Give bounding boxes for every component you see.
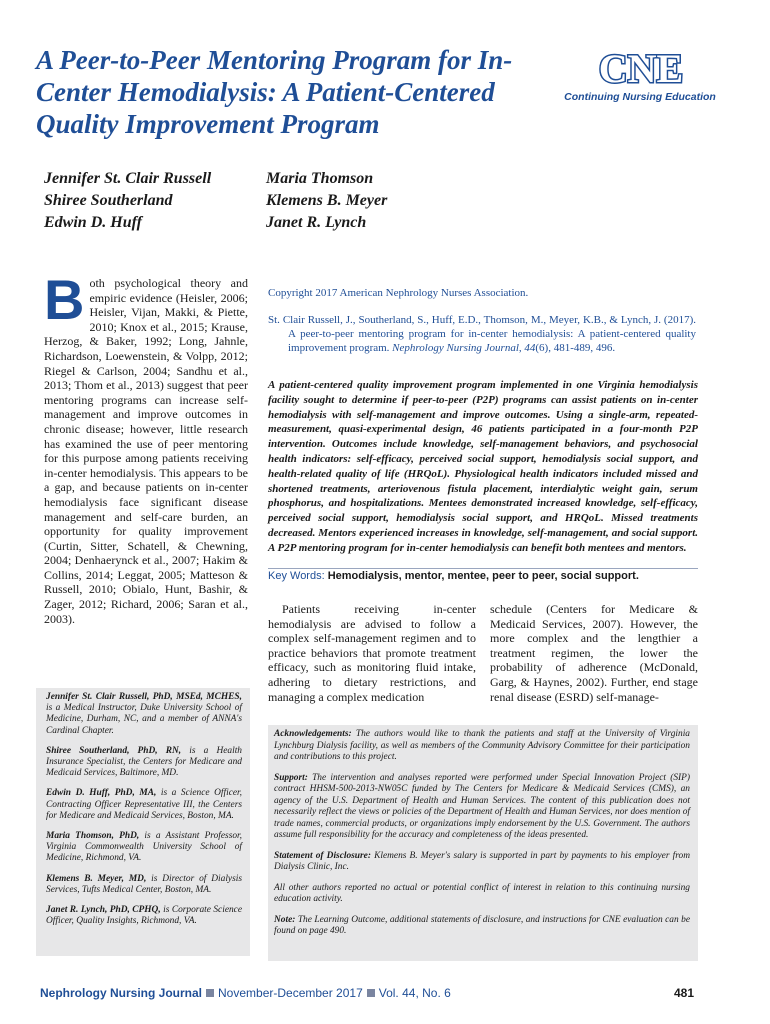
disclosures-box <box>268 725 698 961</box>
bio-desc: is a Medical Instructor, Duke University School of Medicine, Durham, NC, and a member of ANNA's Cardinal Chapter. <box>46 703 242 736</box>
footer-volume: Vol. 44, No. 6 <box>378 986 451 1000</box>
disclosure-item <box>274 729 690 764</box>
page-footer <box>40 986 694 1000</box>
author-bio <box>46 692 242 737</box>
intro-column <box>44 268 248 626</box>
citation-issue: (6), 481-489, 496. <box>535 342 616 354</box>
body-column-1: Patients receiving in-center hemodialysis are advised to follow a complex self-management regimen and to practice behaviors that promote treatment efficacy, such as monitoring fluid intake, adhering to dietary restrictions, and managing a complex medication <box>268 602 476 704</box>
copyright-notice: Copyright 2017 American Nephrology Nurses Association. <box>268 287 529 299</box>
author-name: Jennifer St. Clair Russell <box>44 170 212 187</box>
keywords-label: Key Words: <box>268 570 325 582</box>
square-bullet-icon <box>206 989 214 997</box>
author-bio <box>46 746 242 780</box>
author-name: Janet R. Lynch <box>266 214 367 231</box>
bio-name: Shiree Southerland, PhD, RN, <box>46 745 182 756</box>
intro-text: oth psychological theory and empiric evidence (Heisler, 2006; Heisler, Vijan, Makki, & Piette, 2010; Knox et al., 2015; Krause, Herzog, & Baker, 1992; Long, Jahnle, Richardson, Loewenstein, & Volpp, 2012; Riegel & Carlson, 2004; Sandhu et al., 2013; Thom et al., 2013) suggest that peer mentoring programs can increase self-management and improve outcomes in chronic disease; however, little research has examined the use of peer mentoring for this purpose among patients receiving in-center hemodialysis. This appears to be a gap, and because patients on in-center hemodialysis face significant disease management and self-care burden, an opportunity for quality improvement (Curtin, Sitter, Schatell, & Chewning, 2004; Denhaerynck et al., 2007; Hakim & Collins, 2014; Leggat, 2005; Matteson & Russell, 2010; Obialo, Hunt, Bashir, & Zager, 2012; Richard, 2006; Saran et al., 2003). <box>44 276 248 626</box>
bio-name: Klemens B. Meyer, MD, <box>46 873 147 884</box>
author-bio <box>46 874 242 896</box>
disclosure-text: Klemens B. Meyer's salary is supported in part by payments to his employer from Dialysis Clinic, Inc. <box>274 850 691 872</box>
disclosure-label: Support: <box>274 772 308 783</box>
citation <box>268 313 696 355</box>
cne-logo <box>586 48 696 88</box>
bio-desc: is a Science Officer, Contracting Officer Representative III, the Centers for Medicare and Medicaid Services, Boston, MA. <box>46 788 242 821</box>
author-name: Maria Thomson <box>266 170 374 187</box>
square-bullet-icon <box>367 989 375 997</box>
disclosure-item <box>274 915 690 938</box>
author-bios-box <box>36 688 250 956</box>
citation-text: St. Clair Russell, J., Southerland, S., Huff, E.D., Thomson, M., Meyer, K.B., & Lynch, J. (2017). A peer-to-peer mentoring program for in-center hemodialysis: A patient-centered quality improvement program. <box>268 314 696 354</box>
cne-logo-text: CNE <box>598 48 684 88</box>
bio-desc: is Corporate Science Officer, Quality Insights, Richmond, VA. <box>46 905 242 927</box>
cne-caption: Continuing Nursing Education <box>564 91 716 103</box>
author-name: Shiree Southerland <box>44 192 173 209</box>
disclosure-label: Acknowledgements: <box>274 729 352 739</box>
disclosure-text: The authors would like to thank the patients and staff at the University of Virginia Lynchburg Dialysis facility, as well as members of the Community Advisory Committee for their participation and contributions to this project. <box>274 729 690 762</box>
disclosure-item <box>274 851 690 874</box>
bio-name: Edwin D. Huff, PhD, MA, <box>46 788 157 799</box>
footer-journal: Nephrology Nursing Journal <box>40 986 203 1000</box>
author-bio <box>46 905 242 927</box>
page-number: 481 <box>673 986 694 1000</box>
bio-desc: is Director of Dialysis Services, Tufts Medical Center, Boston, MA. <box>46 873 242 895</box>
disclosure-label: Note: <box>274 914 296 925</box>
intro-paragraph <box>44 268 248 626</box>
bio-desc: is a Health Insurance Specialist, the Centers for Medicare and Medicaid Services, Baltimore, MD. <box>46 745 242 779</box>
disclosure-text: All other authors reported no actual or potential conflict of interest in relation to this continuing nursing education activity. <box>274 882 690 904</box>
author-name: Klemens B. Meyer <box>266 192 388 209</box>
author-bio <box>46 831 242 865</box>
bio-name: Maria Thomson, PhD, <box>46 831 140 842</box>
keywords <box>268 568 698 583</box>
disclosure-item <box>274 773 690 842</box>
disclosure-label: Statement of Disclosure: <box>274 850 371 861</box>
footer-issue-date: November-December 2017 <box>218 986 363 1000</box>
disclosure-item <box>274 883 690 906</box>
bio-name: Jennifer St. Clair Russell, PhD, MSEd, MCHES, <box>46 692 242 702</box>
disclosure-text: The Learning Outcome, additional statements of disclosure, and instructions for CNE evaluation can be found on page 490. <box>274 914 690 936</box>
drop-cap: B <box>44 268 85 331</box>
bio-desc: is a Assistant Professor, Virginia Commonwealth University School of Medicine, Richmond, VA. <box>46 831 242 864</box>
citation-journal: Nephrology Nursing Journal, 44 <box>392 342 536 354</box>
author-list-left <box>44 168 211 234</box>
disclosure-text: The intervention and analyses reported were performed under Special Innovation Project (SIP) contract HHSM-500-2013-NW05C funded by The Centers for Medicare & Medicaid Services (CMS), an agency of the U.S. Department of Health and Human Services. The content of this publication does not necessarily reflect the views or policies of the Department of Health and Human Services, nor does mention of trade names, commercial products, or organizations imply endorsement by the U.S. Government. The authors assume full responsibility for the accuracy and completeness of the ideas presented. <box>274 772 690 840</box>
keywords-values: Hemodialysis, mentor, mentee, peer to peer, social support. <box>327 570 639 582</box>
bio-name: Janet R. Lynch, PhD, CPHQ, <box>46 905 161 916</box>
article-title: A Peer-to-Peer Mentoring Program for In-Center Hemodialysis: A Patient-Centered Quality Improvement Program <box>36 45 513 139</box>
author-bio <box>46 788 242 822</box>
author-name: Edwin D. Huff <box>44 214 142 231</box>
abstract: A patient-centered quality improvement program implemented in one Virginia hemodialysis facility sought to determine if peer-to-peer (P2P) programs can assist patients on in-center hemodialysis with self-management and improve outcomes. Using a single-arm, repeated-measurement, quasi-experimental design, 46 patients participated in a four-month P2P intervention. Outcomes include knowledge, self-management behaviors, and psychosocial health indicators: self-efficacy, perceived social support, hemodialysis social support, and health-related quality of life (HRQoL). Physiological health indicators included missed and shortened treatments, arteriovenous fistula placement, interdialytic weight gain, serum phosphorus, and hospitalizations. Mentees demonstrated increased knowledge, self-efficacy, perceived social support, hemodialysis social support, and HRQoL. Missed treatments decreased. Mentors experienced increases in knowledge, self-management, and social support. A P2P mentoring program for in-center hemodialysis can benefit both mentees and mentors. <box>268 379 698 554</box>
author-list-right <box>266 168 387 234</box>
body-column-2: schedule (Centers for Medicare & Medicaid Services, 2007). However, the more complex and the lengthier a treatment regimen, the lower the probability of adherence (McDonald, Garg, & Haynes, 2002). Further, end stage renal disease (ESRD) self-manage- <box>490 602 698 704</box>
